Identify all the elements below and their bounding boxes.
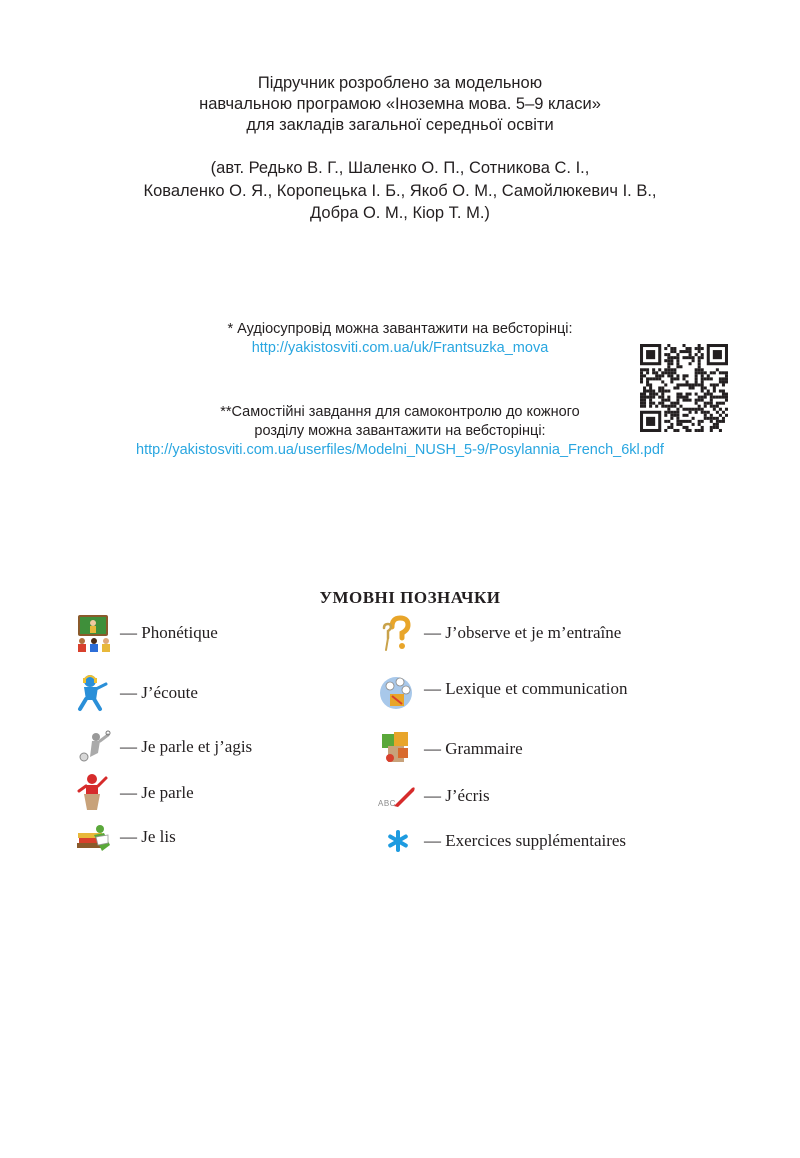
reading-icon <box>74 817 114 857</box>
intro-line-1: Підручник розроблено за модельною <box>257 74 543 92</box>
legend-label: — J’observe et je m’entraîne <box>424 623 622 642</box>
svg-text:ABC: ABC <box>378 799 396 808</box>
legend-label: — Phonétique <box>120 623 218 642</box>
legend-label: — J’écris <box>424 786 490 805</box>
phonetics-icon <box>74 614 114 654</box>
legend-label: — Exercices supplémentaires <box>424 831 627 850</box>
audio-link[interactable]: http://yakistosviti.com.ua/uk/Frantsuzka_mova <box>251 340 549 356</box>
intro-line-2: навчальною програмою «Іноземна мова. 5–9 класи» <box>199 95 601 113</box>
speaking-icon <box>74 772 114 812</box>
legend-item-lexique <box>378 672 708 712</box>
legend-item-parle-agis <box>74 727 334 767</box>
tasks-line-2: розділу можна завантажити на вебсторінці: <box>254 423 546 439</box>
lexicon-icon <box>378 672 418 712</box>
tasks-block <box>0 403 800 460</box>
legend-label: — Je lis <box>120 827 176 846</box>
legend-item-phonetique <box>74 614 334 654</box>
writing-icon <box>378 776 418 816</box>
tasks-link[interactable]: http://yakistosviti.com.ua/userfiles/Modelni_NUSH_5-9/Posylannia_French_6kl.pdf <box>136 442 664 458</box>
legend-item-observe <box>378 614 708 654</box>
intro-line-3: для закладів загальної середньої освіти <box>246 116 554 134</box>
authors-line-2: Коваленко О. Я., Коропецька І. Б., Якоб О. М., Самойлюкевич І. В., <box>143 181 657 200</box>
legend-label: — Lexique et communication <box>424 679 628 698</box>
legend-item-lis <box>74 817 334 857</box>
legend-title: УМОВНІ ПОЗНАЧКИ <box>319 588 501 607</box>
tasks-line-1: **Самостійні завдання для самоконтролю до кожного <box>220 404 580 420</box>
asterisk-icon <box>378 820 418 860</box>
legend-label: — Grammaire <box>424 739 523 758</box>
legend-label: — Je parle <box>120 783 194 802</box>
legend-label: — Je parle et j’agis <box>120 737 253 756</box>
question-icon <box>378 614 418 654</box>
listening-icon <box>74 672 114 712</box>
intro-block <box>0 73 800 136</box>
legend-item-ecris <box>378 776 708 816</box>
legend-label: — J’écoute <box>120 683 198 702</box>
authors-block <box>0 157 800 225</box>
legend-item-exercices <box>378 820 708 860</box>
legend-item-ecoute <box>74 672 334 712</box>
legend-item-parle <box>74 772 334 812</box>
audio-text: * Аудіосупровід можна завантажити на вебсторінці: <box>227 321 573 337</box>
authors-line-3: Добра О. М., Кіор Т. М.) <box>310 204 490 222</box>
legend-item-grammaire <box>378 728 708 768</box>
authors-line-1: (авт. Редько В. Г., Шаленко О. П., Сотникова С. І., <box>210 159 590 177</box>
grammar-icon <box>378 728 418 768</box>
speaking-acting-icon <box>74 727 114 767</box>
